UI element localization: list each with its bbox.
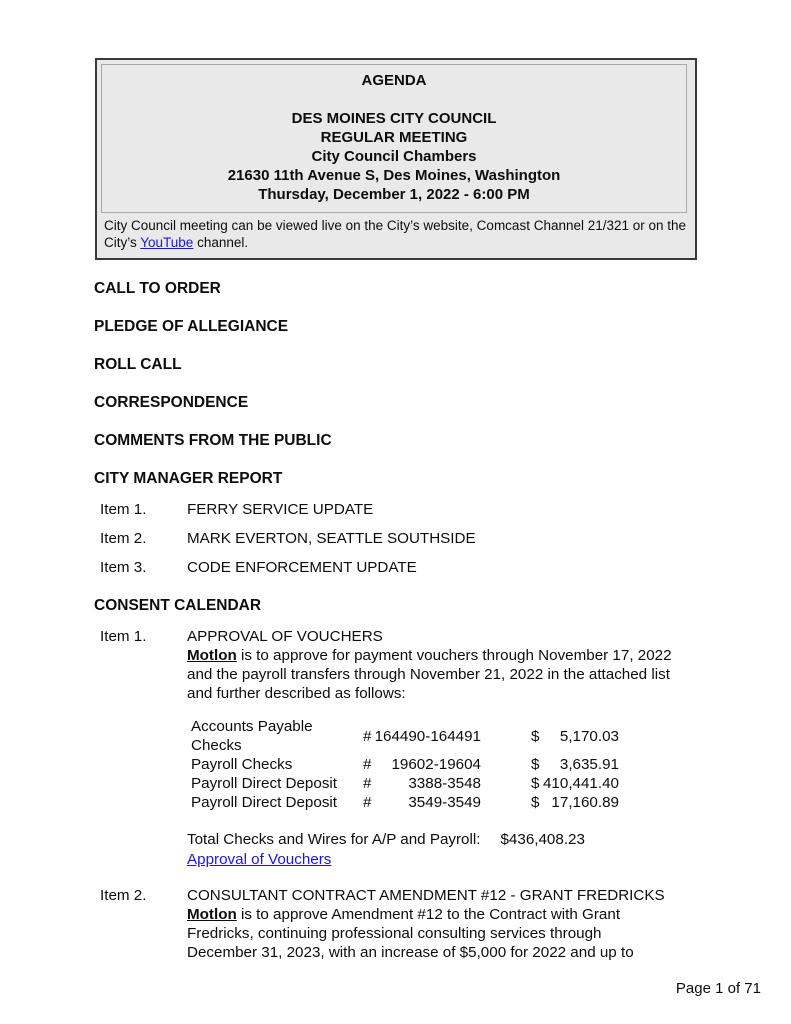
consent-item-1-body	[187, 627, 697, 877]
amount-value: 5,170.03	[559, 727, 619, 745]
agenda-title: AGENDA	[361, 72, 427, 89]
page-number: Page 1 of 71	[675, 980, 761, 997]
amount-cell	[531, 774, 619, 793]
viewing-note-text-after: channel.	[193, 235, 249, 250]
item-label: Item 3.	[100, 559, 147, 576]
amount-value: 410,441.40	[542, 775, 619, 792]
check-number-range	[363, 793, 481, 812]
hash-sign: #	[363, 775, 372, 792]
check-number-range	[363, 727, 481, 746]
check-number-range	[363, 755, 481, 774]
agenda-header-box	[95, 58, 697, 260]
item-label: Item 2.	[100, 530, 147, 547]
range-value: 3388-3548	[408, 775, 481, 792]
item-title: CODE ENFORCEMENT UPDATE	[187, 559, 417, 576]
currency-sign: $	[531, 775, 540, 792]
item-title: MARK EVERTON, SEATTLE SOUTHSIDE	[187, 530, 476, 547]
item-label: Item 1.	[100, 501, 147, 518]
viewing-info-note	[97, 213, 695, 258]
voucher-type: Accounts Payable Checks	[191, 718, 313, 754]
motion-word: Motlon	[187, 906, 237, 923]
header-line-location: City Council Chambers	[311, 148, 477, 165]
item-label: Item 1.	[100, 628, 147, 645]
check-number-range	[363, 774, 481, 793]
currency-sign: $	[531, 727, 540, 745]
header-line-datetime: Thursday, December 1, 2022 - 6:00 PM	[258, 186, 530, 203]
item-label: Item 2.	[100, 887, 147, 904]
motion-paragraph	[187, 646, 684, 703]
section-heading-pledge-of-allegiance: PLEDGE OF ALLEGIANCE	[94, 318, 289, 335]
amount-value: 17,160.89	[551, 794, 619, 811]
motion-word: Motlon	[187, 647, 237, 664]
attachment-row	[187, 850, 697, 869]
cmr-item-1	[94, 500, 697, 519]
item-title: FERRY SERVICE UPDATE	[187, 501, 374, 518]
section-heading-consent-calendar: CONSENT CALENDAR	[94, 597, 262, 614]
approval-of-vouchers-link[interactable]: Approval of Vouchers	[187, 851, 332, 868]
header-line-meeting-type: REGULAR MEETING	[320, 129, 468, 146]
range-value: 164490-164491	[374, 727, 481, 745]
cmr-item-3	[94, 558, 697, 577]
total-amount: $436,408.23	[500, 831, 585, 848]
section-heading-comments-from-public: COMMENTS FROM THE PUBLIC	[94, 432, 332, 449]
amount-cell	[531, 755, 619, 774]
voucher-type: Payroll Direct Deposit	[191, 794, 338, 811]
hash-sign: #	[363, 727, 372, 745]
total-label: Total Checks and Wires for A/P and Payroll:	[187, 831, 481, 848]
item-title: CONSULTANT CONTRACT AMENDMENT #12 - GRANT FREDRICKS	[187, 887, 665, 904]
voucher-total-row	[187, 830, 697, 849]
voucher-table	[191, 717, 697, 812]
range-value: 3549-3549	[408, 794, 481, 811]
table-row	[191, 774, 697, 793]
section-heading-city-manager-report: CITY MANAGER REPORT	[94, 470, 283, 487]
header-line-address: 21630 11th Avenue S, Des Moines, Washington	[227, 167, 561, 184]
motion-text: is to approve Amendment #12 to the Contract with Grant Fredricks, continuing professional consulting services through December 31, 2023, with an increase of $5,000 for 2022 and up to	[187, 906, 634, 961]
table-row	[191, 717, 697, 755]
currency-sign: $	[531, 756, 540, 773]
header-line-council: DES MOINES CITY COUNCIL	[291, 110, 497, 127]
consent-item-2	[94, 886, 697, 962]
voucher-type: Payroll Checks	[191, 756, 293, 773]
viewing-note-text-before: City Council meeting can be viewed live on the City’s website, Comcast Channel 21/321 or on the City’s	[104, 218, 687, 250]
amount-cell	[531, 793, 619, 812]
youtube-link[interactable]: YouTube	[140, 235, 194, 250]
amount-cell	[531, 727, 619, 746]
item-title: APPROVAL OF VOUCHERS	[187, 628, 383, 645]
range-value: 19602-19604	[391, 756, 481, 773]
motion-text: is to approve for payment vouchers through November 17, 2022 and the payroll transfers through November 21, 2022 in the attached list and further described as follows:	[187, 647, 672, 702]
agenda-header-inner-box	[101, 64, 687, 213]
cmr-item-2	[94, 529, 697, 548]
motion-paragraph	[187, 905, 672, 962]
hash-sign: #	[363, 794, 372, 811]
table-row	[191, 755, 697, 774]
amount-value: 3,635.91	[559, 756, 619, 773]
consent-item-2-body	[187, 886, 697, 962]
section-heading-roll-call: ROLL CALL	[94, 356, 182, 373]
currency-sign: $	[531, 794, 540, 811]
table-row	[191, 793, 697, 812]
voucher-type: Payroll Direct Deposit	[191, 775, 338, 792]
section-heading-correspondence: CORRESPONDENCE	[94, 394, 249, 411]
consent-item-1	[94, 627, 697, 877]
hash-sign: #	[363, 756, 372, 773]
section-heading-call-to-order: CALL TO ORDER	[94, 280, 221, 297]
